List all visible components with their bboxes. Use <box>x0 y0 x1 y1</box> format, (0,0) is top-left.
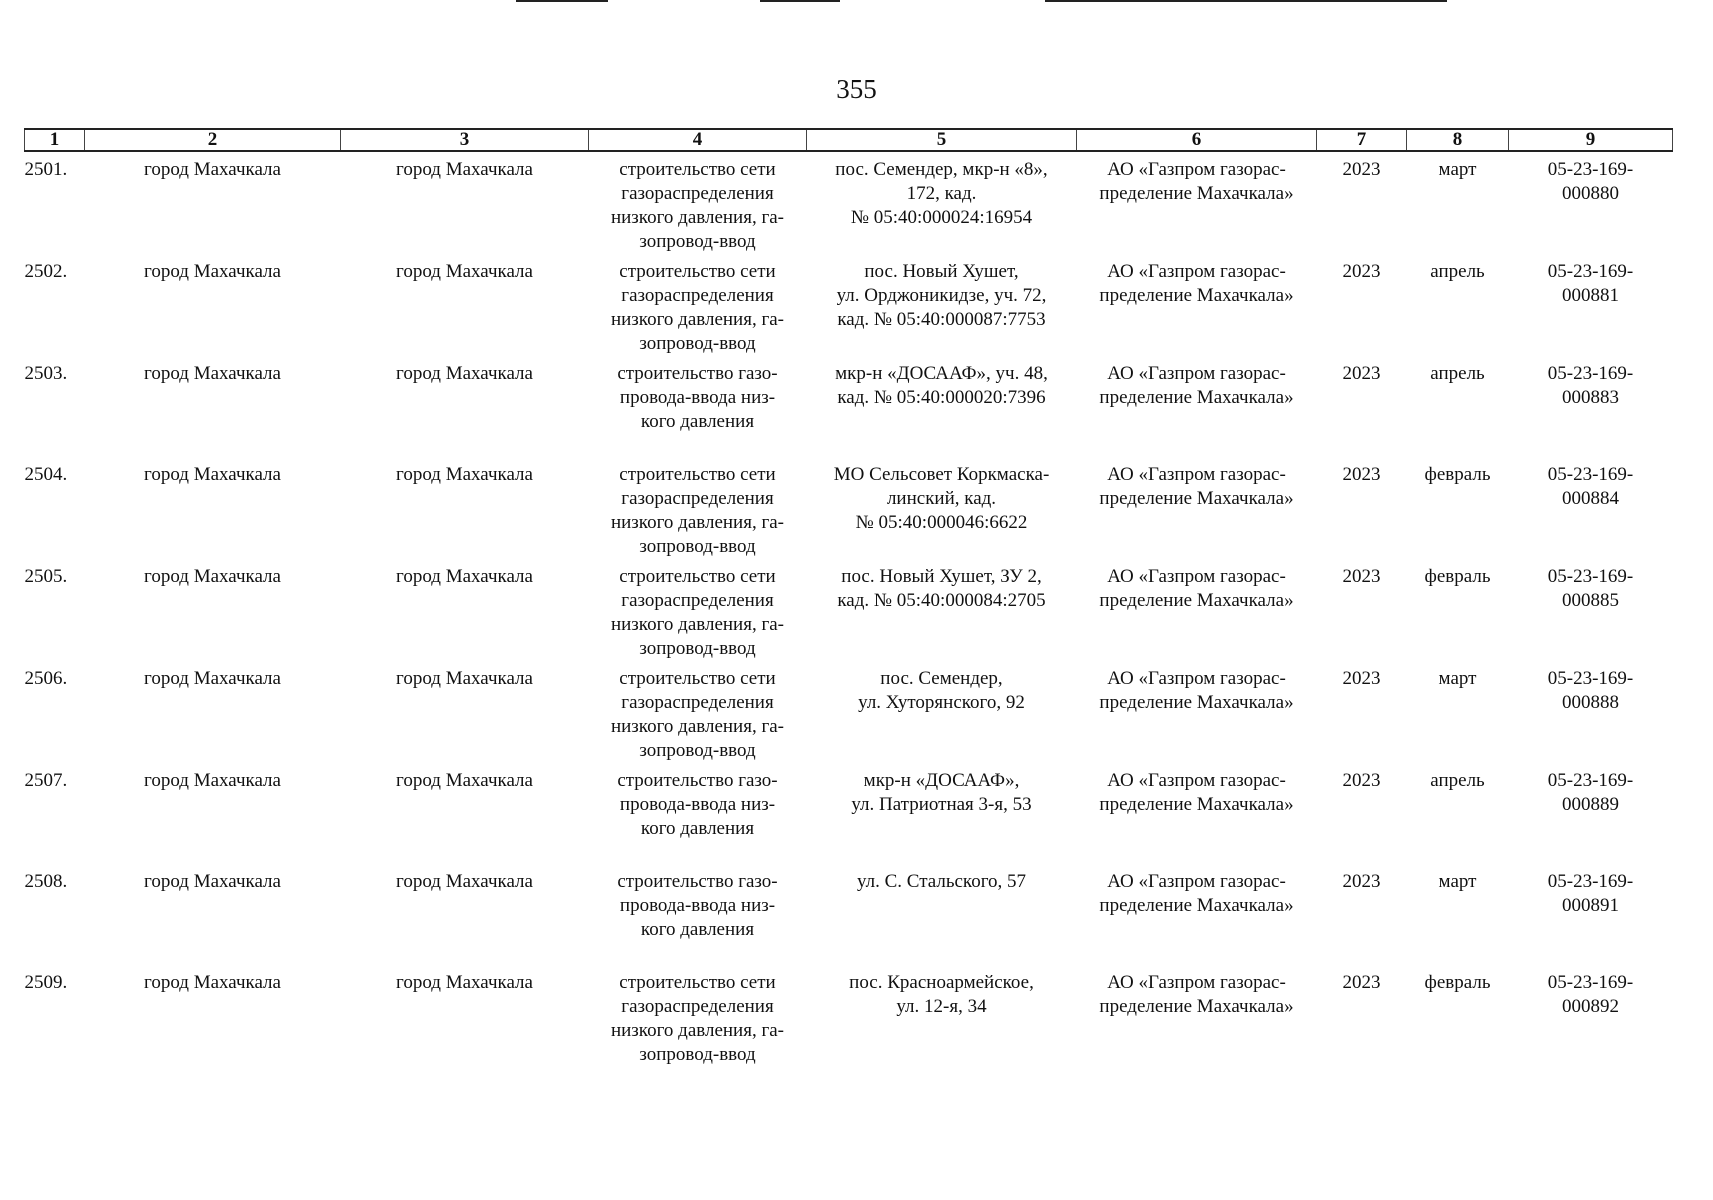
year-cell-text: 2023 <box>1342 261 1381 282</box>
organization-cell <box>1077 864 1317 965</box>
row-number-cell <box>25 965 85 1067</box>
code-cell-line: 05-23-169- <box>1547 871 1634 892</box>
work-description-cell-line: зопровод-ввод <box>639 740 756 761</box>
work-description-cell-line: зопровод-ввод <box>639 1044 756 1065</box>
month-cell <box>1407 763 1509 864</box>
organization-cell-line: АО «Газпром газорас- <box>1107 871 1286 892</box>
address-cell-lines <box>807 254 1077 332</box>
page-number: 355 <box>836 74 877 104</box>
code-cell-lines <box>1509 152 1673 206</box>
region-cell-text: город Махачкала <box>144 972 281 993</box>
organization-cell-line: АО «Газпром газорас- <box>1107 972 1286 993</box>
code-cell <box>1509 356 1673 457</box>
month-cell-text: февраль <box>1424 464 1491 485</box>
month-cell-text: март <box>1438 159 1477 180</box>
region-cell <box>85 356 341 457</box>
row-number-cell <box>25 661 85 763</box>
region-cell <box>85 457 341 559</box>
organization-cell <box>1077 661 1317 763</box>
year-cell-text: 2023 <box>1342 770 1381 791</box>
organization-cell-lines <box>1077 254 1317 308</box>
month-cell-text: март <box>1438 871 1477 892</box>
address-cell-line: кад. № 05:40:000084:2705 <box>837 590 1046 611</box>
year-cell <box>1317 559 1407 661</box>
month-cell-text: апрель <box>1430 363 1485 384</box>
month-cell-text: март <box>1438 668 1477 689</box>
organization-cell-line: пределение Махачкала» <box>1099 895 1294 916</box>
organization-cell <box>1077 559 1317 661</box>
row-number-cell <box>25 254 85 356</box>
month-cell-text: апрель <box>1430 770 1485 791</box>
row-number-cell-text: 2509. <box>24 972 68 993</box>
year-cell-text: 2023 <box>1342 972 1381 993</box>
address-cell-lines <box>807 864 1077 894</box>
work-description-cell-line: строительство сети <box>619 566 776 587</box>
month-cell-text: апрель <box>1430 261 1485 282</box>
organization-cell-line: пределение Махачкала» <box>1099 285 1294 306</box>
month-cell <box>1407 254 1509 356</box>
month-cell <box>1407 356 1509 457</box>
address-cell-line: ул. Хуторянского, 92 <box>858 692 1025 713</box>
settlement-cell-text: город Махачкала <box>396 464 533 485</box>
code-cell-line: 000892 <box>1562 996 1619 1017</box>
settlement-cell <box>341 864 589 965</box>
work-description-cell-line: строительство сети <box>619 668 776 689</box>
column-header: 9 <box>1509 129 1673 151</box>
organization-cell <box>1077 457 1317 559</box>
work-description-cell-lines <box>589 763 807 841</box>
code-cell-line: 000884 <box>1562 488 1619 509</box>
organization-cell-line: АО «Газпром газорас- <box>1107 668 1286 689</box>
code-cell-lines <box>1509 457 1673 511</box>
data-table <box>24 128 1673 1067</box>
work-description-cell-line: строительство газо- <box>617 363 778 384</box>
work-description-cell-line: низкого давления, га- <box>610 309 785 330</box>
code-cell <box>1509 763 1673 864</box>
region-cell-text: город Махачкала <box>144 159 281 180</box>
organization-cell-line: пределение Махачкала» <box>1099 488 1294 509</box>
address-cell-line: пос. Семендер, мкр-н «8», <box>835 159 1048 180</box>
work-description-cell-lines <box>589 661 807 763</box>
organization-cell-line: АО «Газпром газорас- <box>1107 159 1286 180</box>
column-header: 1 <box>25 129 85 151</box>
row-number-cell-text: 2507. <box>24 770 68 791</box>
address-cell-line: пос. Новый Хушет, ЗУ 2, <box>841 566 1042 587</box>
year-cell <box>1317 356 1407 457</box>
settlement-cell-text: город Махачкала <box>396 363 533 384</box>
code-cell-line: 000881 <box>1562 285 1619 306</box>
work-description-cell-lines <box>589 356 807 434</box>
organization-cell <box>1077 763 1317 864</box>
code-cell <box>1509 864 1673 965</box>
row-number-cell <box>25 763 85 864</box>
row-number-cell-text: 2508. <box>24 871 68 892</box>
table-row <box>25 965 1673 1067</box>
work-description-cell <box>589 356 807 457</box>
region-cell <box>85 864 341 965</box>
table-row <box>25 559 1673 661</box>
address-cell-line: кад. № 05:40:000020:7396 <box>837 387 1046 408</box>
code-cell-line: 000880 <box>1562 183 1619 204</box>
address-cell-line: № 05:40:000024:16954 <box>850 207 1033 228</box>
address-cell-line: мкр-н «ДОСААФ», <box>863 770 1020 791</box>
address-cell <box>807 559 1077 661</box>
organization-cell-line: пределение Махачкала» <box>1099 590 1294 611</box>
column-header: 7 <box>1317 129 1407 151</box>
settlement-cell <box>341 151 589 254</box>
table-row <box>25 151 1673 254</box>
year-cell <box>1317 151 1407 254</box>
organization-cell-line: пределение Махачкала» <box>1099 996 1294 1017</box>
organization-cell-lines <box>1077 559 1317 613</box>
code-cell <box>1509 661 1673 763</box>
column-header: 8 <box>1407 129 1509 151</box>
work-description-cell <box>589 965 807 1067</box>
table-row <box>25 661 1673 763</box>
top-rule-middle <box>760 0 840 2</box>
code-cell-lines <box>1509 559 1673 613</box>
address-cell-line: кад. № 05:40:000087:7753 <box>837 309 1046 330</box>
column-header: 2 <box>85 129 341 151</box>
work-description-cell <box>589 151 807 254</box>
work-description-cell-line: провода-ввода низ- <box>619 895 776 916</box>
work-description-cell-line: низкого давления, га- <box>610 614 785 635</box>
settlement-cell-text: город Махачкала <box>396 159 533 180</box>
work-description-cell-line: газораспределения <box>621 692 774 713</box>
work-description-cell-line: строительство сети <box>619 159 776 180</box>
address-cell-line: пос. Семендер, <box>880 668 1003 689</box>
code-cell-lines <box>1509 965 1673 1019</box>
month-cell-text: февраль <box>1424 566 1491 587</box>
column-header: 4 <box>589 129 807 151</box>
address-cell-lines <box>807 356 1077 410</box>
top-rule-left <box>516 0 608 2</box>
address-cell <box>807 254 1077 356</box>
code-cell-lines <box>1509 864 1673 918</box>
month-cell <box>1407 965 1509 1067</box>
code-cell-line: 05-23-169- <box>1547 363 1634 384</box>
organization-cell-lines <box>1077 457 1317 511</box>
organization-cell-line: пределение Махачкала» <box>1099 692 1294 713</box>
work-description-cell-line: кого давления <box>640 919 755 940</box>
year-cell-text: 2023 <box>1342 668 1381 689</box>
column-header: 3 <box>341 129 589 151</box>
code-cell-line: 05-23-169- <box>1547 770 1634 791</box>
work-description-cell-line: строительство сети <box>619 261 776 282</box>
settlement-cell <box>341 254 589 356</box>
work-description-cell-line: провода-ввода низ- <box>619 794 776 815</box>
organization-cell-line: пределение Махачкала» <box>1099 183 1294 204</box>
settlement-cell <box>341 559 589 661</box>
row-number-cell-text: 2501. <box>24 159 68 180</box>
settlement-cell-text: город Махачкала <box>396 871 533 892</box>
region-cell <box>85 559 341 661</box>
year-cell <box>1317 254 1407 356</box>
year-cell-text: 2023 <box>1342 159 1381 180</box>
table-row <box>25 763 1673 864</box>
work-description-cell-lines <box>589 254 807 356</box>
work-description-cell <box>589 559 807 661</box>
organization-cell-line: АО «Газпром газорас- <box>1107 770 1286 791</box>
address-cell-line: № 05:40:000046:6622 <box>855 512 1028 533</box>
month-cell <box>1407 864 1509 965</box>
month-cell-text: февраль <box>1424 972 1491 993</box>
work-description-cell-line: газораспределения <box>621 488 774 509</box>
code-cell-line: 05-23-169- <box>1547 261 1634 282</box>
organization-cell <box>1077 356 1317 457</box>
work-description-cell-line: газораспределения <box>621 996 774 1017</box>
row-number-cell <box>25 457 85 559</box>
row-number-cell-text: 2505. <box>24 566 68 587</box>
address-cell-line: ул. Патриотная 3-я, 53 <box>851 794 1032 815</box>
work-description-cell-line: низкого давления, га- <box>610 1020 785 1041</box>
address-cell-line: ул. С. Стальского, 57 <box>856 871 1027 892</box>
year-cell <box>1317 457 1407 559</box>
region-cell-text: город Махачкала <box>144 363 281 384</box>
address-cell-line: линский, кад. <box>886 488 997 509</box>
work-description-cell-line: строительство сети <box>619 972 776 993</box>
code-cell <box>1509 254 1673 356</box>
region-cell-text: город Махачкала <box>144 464 281 485</box>
row-number-cell-text: 2504. <box>24 464 68 485</box>
row-number-cell <box>25 864 85 965</box>
work-description-cell-line: низкого давления, га- <box>610 207 785 228</box>
work-description-cell-line: кого давления <box>640 818 755 839</box>
work-description-cell-line: газораспределения <box>621 285 774 306</box>
work-description-cell <box>589 254 807 356</box>
settlement-cell <box>341 356 589 457</box>
address-cell-lines <box>807 152 1077 230</box>
settlement-cell-text: город Махачкала <box>396 261 533 282</box>
organization-cell-line: АО «Газпром газорас- <box>1107 464 1286 485</box>
row-number-cell-text: 2502. <box>24 261 68 282</box>
region-cell-text: город Махачкала <box>144 871 281 892</box>
address-cell-lines <box>807 661 1077 715</box>
code-cell-line: 000888 <box>1562 692 1619 713</box>
settlement-cell-text: город Махачкала <box>396 668 533 689</box>
address-cell-lines <box>807 965 1077 1019</box>
month-cell <box>1407 559 1509 661</box>
work-description-cell-lines <box>589 864 807 942</box>
year-cell <box>1317 965 1407 1067</box>
code-cell-line: 000883 <box>1562 387 1619 408</box>
work-description-cell-lines <box>589 965 807 1067</box>
region-cell-text: город Махачкала <box>144 261 281 282</box>
work-description-cell-line: строительство газо- <box>617 770 778 791</box>
table-row <box>25 864 1673 965</box>
column-header: 6 <box>1077 129 1317 151</box>
region-cell <box>85 965 341 1067</box>
work-description-cell-line: зопровод-ввод <box>639 536 756 557</box>
work-description-cell <box>589 864 807 965</box>
work-description-cell-line: низкого давления, га- <box>610 512 785 533</box>
address-cell <box>807 763 1077 864</box>
organization-cell-line: АО «Газпром газорас- <box>1107 566 1286 587</box>
table-row <box>25 457 1673 559</box>
address-cell-lines <box>807 763 1077 817</box>
region-cell-text: город Махачкала <box>144 566 281 587</box>
region-cell-text: город Махачкала <box>144 770 281 791</box>
work-description-cell-lines <box>589 152 807 254</box>
year-cell-text: 2023 <box>1342 464 1381 485</box>
address-cell-line: пос. Красноармейское, <box>849 972 1034 993</box>
code-cell-line: 000885 <box>1562 590 1619 611</box>
table-row <box>25 356 1673 457</box>
work-description-cell-line: газораспределения <box>621 590 774 611</box>
work-description-cell-line: зопровод-ввод <box>639 231 756 252</box>
year-cell-text: 2023 <box>1342 871 1381 892</box>
code-cell-lines <box>1509 356 1673 410</box>
organization-cell-line: пределение Махачкала» <box>1099 387 1294 408</box>
address-cell <box>807 864 1077 965</box>
work-description-cell <box>589 661 807 763</box>
work-description-cell-lines <box>589 559 807 661</box>
address-cell-lines <box>807 457 1077 535</box>
code-cell-line: 000891 <box>1562 895 1619 916</box>
code-cell <box>1509 457 1673 559</box>
work-description-cell-line: низкого давления, га- <box>610 716 785 737</box>
address-cell-line: 172, кад. <box>906 183 977 204</box>
row-number-cell-text: 2503. <box>24 363 68 384</box>
work-description-cell-line: строительство газо- <box>617 871 778 892</box>
code-cell-line: 05-23-169- <box>1547 668 1634 689</box>
organization-cell-lines <box>1077 152 1317 206</box>
month-cell <box>1407 457 1509 559</box>
work-description-cell-lines <box>589 457 807 559</box>
code-cell <box>1509 965 1673 1067</box>
row-number-cell <box>25 356 85 457</box>
code-cell-line: 05-23-169- <box>1547 566 1634 587</box>
settlement-cell-text: город Махачкала <box>396 972 533 993</box>
organization-cell-lines <box>1077 864 1317 918</box>
organization-cell-line: АО «Газпром газорас- <box>1107 261 1286 282</box>
organization-cell <box>1077 254 1317 356</box>
month-cell <box>1407 151 1509 254</box>
code-cell-line: 05-23-169- <box>1547 972 1634 993</box>
address-cell <box>807 661 1077 763</box>
organization-cell-lines <box>1077 661 1317 715</box>
settlement-cell <box>341 965 589 1067</box>
row-number-cell <box>25 151 85 254</box>
address-cell <box>807 457 1077 559</box>
address-cell-line: МО Сельсовет Коркмаска- <box>833 464 1050 485</box>
address-cell <box>807 965 1077 1067</box>
work-description-cell-line: провода-ввода низ- <box>619 387 776 408</box>
code-cell-lines <box>1509 661 1673 715</box>
settlement-cell-text: город Махачкала <box>396 566 533 587</box>
work-description-cell-line: зопровод-ввод <box>639 333 756 354</box>
year-cell <box>1317 661 1407 763</box>
table-body <box>25 151 1673 1067</box>
code-cell-line: 05-23-169- <box>1547 464 1634 485</box>
settlement-cell <box>341 763 589 864</box>
region-cell <box>85 151 341 254</box>
organization-cell-lines <box>1077 763 1317 817</box>
address-cell-line: пос. Новый Хушет, <box>864 261 1019 282</box>
organization-cell <box>1077 965 1317 1067</box>
code-cell <box>1509 559 1673 661</box>
row-number-cell <box>25 559 85 661</box>
table-row <box>25 254 1673 356</box>
region-cell <box>85 254 341 356</box>
work-description-cell-line: кого давления <box>640 411 755 432</box>
region-cell <box>85 661 341 763</box>
address-cell-line: ул. Орджоникидзе, уч. 72, <box>836 285 1047 306</box>
organization-cell-lines <box>1077 965 1317 1019</box>
top-rule-right <box>1045 0 1447 2</box>
address-cell-lines <box>807 559 1077 613</box>
work-description-cell <box>589 457 807 559</box>
column-header: 5 <box>807 129 1077 151</box>
address-cell <box>807 151 1077 254</box>
row-number-cell-text: 2506. <box>24 668 68 689</box>
work-description-cell <box>589 763 807 864</box>
code-cell <box>1509 151 1673 254</box>
settlement-cell <box>341 457 589 559</box>
year-cell-text: 2023 <box>1342 566 1381 587</box>
work-description-cell-line: зопровод-ввод <box>639 638 756 659</box>
work-description-cell-line: строительство сети <box>619 464 776 485</box>
organization-cell <box>1077 151 1317 254</box>
month-cell <box>1407 661 1509 763</box>
settlement-cell <box>341 661 589 763</box>
organization-cell-lines <box>1077 356 1317 410</box>
address-cell-line: мкр-н «ДОСААФ», уч. 48, <box>835 363 1048 384</box>
year-cell <box>1317 864 1407 965</box>
organization-cell-line: АО «Газпром газорас- <box>1107 363 1286 384</box>
organization-cell-line: пределение Махачкала» <box>1099 794 1294 815</box>
header-row <box>25 129 1673 151</box>
region-cell-text: город Махачкала <box>144 668 281 689</box>
address-cell-line: ул. 12-я, 34 <box>896 996 987 1017</box>
region-cell <box>85 763 341 864</box>
settlement-cell-text: город Махачкала <box>396 770 533 791</box>
year-cell <box>1317 763 1407 864</box>
address-cell <box>807 356 1077 457</box>
code-cell-lines <box>1509 763 1673 817</box>
code-cell-line: 000889 <box>1562 794 1619 815</box>
code-cell-lines <box>1509 254 1673 308</box>
code-cell-line: 05-23-169- <box>1547 159 1634 180</box>
year-cell-text: 2023 <box>1342 363 1381 384</box>
work-description-cell-line: газораспределения <box>621 183 774 204</box>
